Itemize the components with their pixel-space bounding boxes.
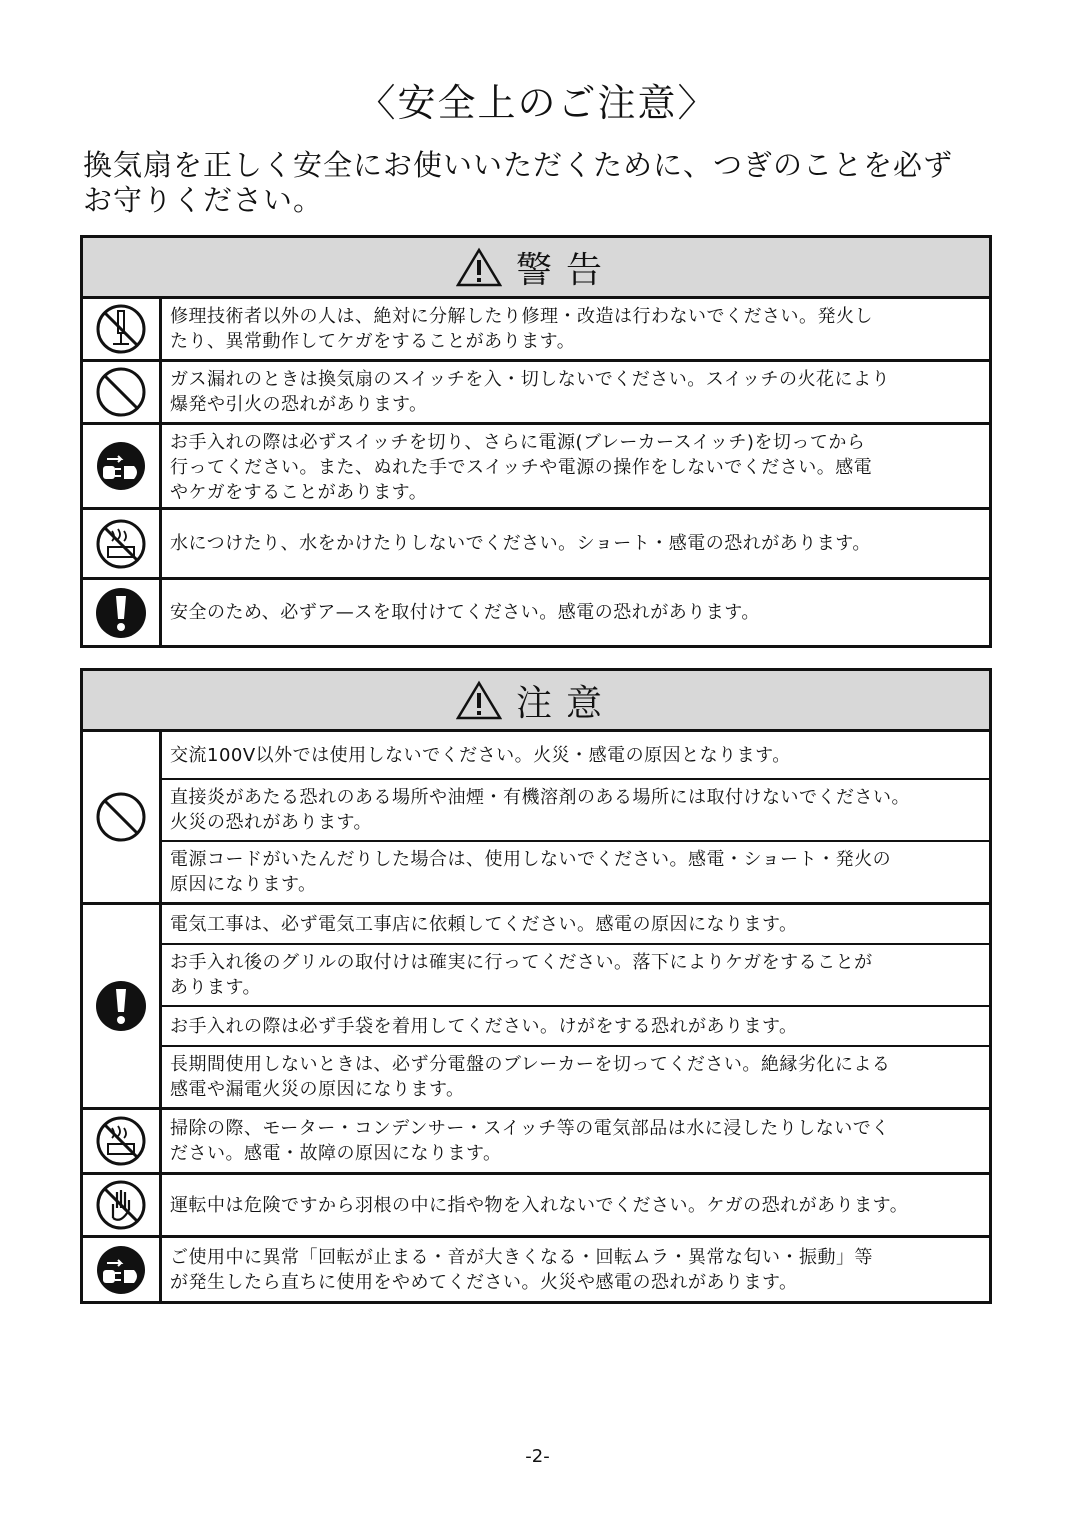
warning-rows — [83, 299, 989, 645]
prohibition-icon — [83, 732, 162, 902]
caution-row-texts — [162, 905, 989, 1107]
warning-text: ガス漏れのときは換気扇のスイッチを入・切しないでください。スイッチの火花により 爆発や引火の恐れがあります。 — [170, 369, 891, 415]
warning-header — [83, 238, 989, 299]
caution-text: 電源コードがいたんだりした場合は、使用しないでください。感電・ショート・発火の 原因になります。 — [162, 840, 989, 902]
warning-text: 安全のため、必ずア—スを取付けてください。感電の恐れがあります。 — [170, 602, 760, 623]
no-water-icon — [83, 510, 162, 577]
mandatory-icon — [83, 905, 162, 1107]
warning-triangle-icon — [456, 680, 502, 720]
warning-text: 修理技術者以外の人は、絶対に分解したり修理・改造は行わないでください。発火し たり、異常動作してケガをすることがあります。 — [170, 306, 873, 352]
no-water-icon — [83, 1110, 162, 1172]
warning-box — [80, 235, 992, 648]
prohibition-icon — [83, 362, 162, 422]
warning-triangle-icon — [456, 247, 502, 287]
warning-row — [83, 507, 989, 577]
caution-text: 電気工事は、必ず電気工事店に依頼してください。感電の原因になります。 — [170, 913, 798, 935]
warning-row-texts — [162, 425, 989, 507]
caution-text: 長期間使用しないときは、必ず分電盤のブレーカーを切ってください。絶縁劣化による 感電や漏電火災の原因になります。 — [162, 1045, 989, 1107]
caution-text: お手入れの際は必ず手袋を着用してください。けがをする恐れがあります。 — [162, 1005, 989, 1045]
unplug-icon — [83, 1238, 162, 1302]
caution-text: お手入れ後のグリルの取付けは確実に行ってください。落下によりケガをすることが あります。 — [162, 943, 989, 1005]
caution-header — [83, 671, 989, 732]
page-title: 〈安全上のご注意〉 — [357, 81, 718, 125]
warning-row-texts — [162, 580, 989, 645]
caution-row-texts — [162, 1110, 989, 1172]
warning-row-texts — [162, 510, 989, 577]
caution-heading: 注意 — [515, 682, 616, 724]
caution-row — [83, 732, 989, 902]
caution-text: 交流100V以外では使用しないでください。火災・感電の原因となります。 — [170, 744, 791, 766]
warning-row — [83, 359, 989, 422]
warning-row — [83, 422, 989, 507]
warning-row-texts — [162, 362, 989, 422]
no-disassembly-icon — [83, 299, 162, 359]
intro-text: 換気扇を正しく安全にお使いいただくために、つぎのことを必ず お守りください。 — [83, 148, 954, 217]
caution-row — [83, 1107, 989, 1172]
caution-text: ご使用中に異常「回転が止まる・音が大きくなる・回転ムラ・異常な匂い・振動」等 が発生したら直ちに使用をやめてください。火災や感電の恐れがあります。 — [170, 1247, 873, 1293]
caution-row — [83, 1235, 989, 1302]
mandatory-icon — [83, 580, 162, 645]
caution-box — [80, 668, 992, 1304]
caution-row-texts — [162, 1238, 989, 1302]
warning-row — [83, 577, 989, 645]
caution-row-texts — [162, 1175, 989, 1235]
warning-text: お手入れの際は必ずスイッチを切り、さらに電源(ブレーカースイッチ)を切ってから 行ってください。また、ぬれた手でスイッチや電源の操作をしないでください。感電 やケガをすることがあります。 — [170, 432, 873, 503]
caution-row — [83, 1172, 989, 1235]
warning-text: 水につけたり、水をかけたりしないでください。ショート・感電の恐れがあります。 — [170, 533, 871, 554]
unplug-icon — [83, 425, 162, 507]
caution-row — [83, 902, 989, 1107]
no-touch-icon — [83, 1175, 162, 1235]
caution-rows — [83, 732, 989, 1302]
warning-row-texts — [162, 299, 989, 359]
caution-row-texts — [162, 732, 989, 902]
caution-text: 掃除の際、モーター・コンデンサー・スイッチ等の電気部品は水に浸したりしないでく ださい。感電・故障の原因になります。 — [170, 1118, 890, 1164]
page-number: -2- — [525, 1446, 550, 1467]
caution-text: 運転中は危険ですから羽根の中に指や物を入れないでください。ケガの恐れがあります。 — [170, 1194, 909, 1216]
warning-row — [83, 299, 989, 359]
warning-heading: 警告 — [515, 249, 616, 291]
caution-text: 直接炎があたる恐れのある場所や油煙・有機溶剤のある場所には取付けないでください。 火災の恐れがあります。 — [162, 778, 989, 840]
